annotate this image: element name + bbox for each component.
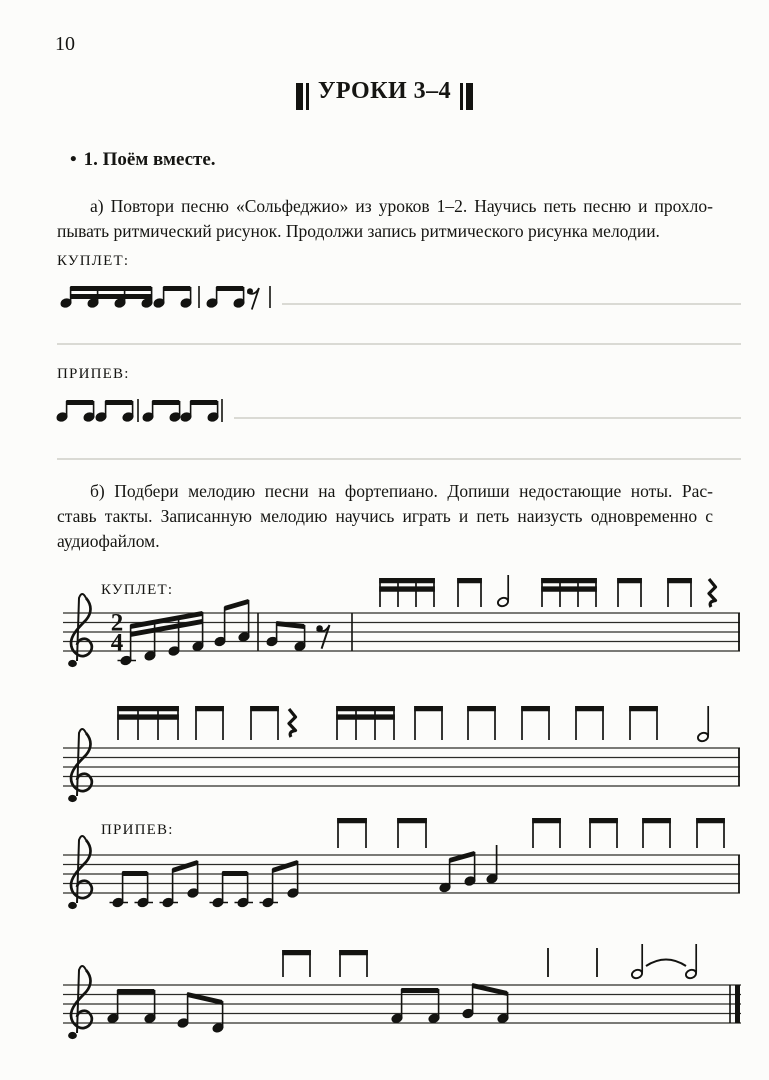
svg-text:4: 4 [110,629,124,657]
chorus-label-rhythm: ПРИПЕВ: [57,366,130,382]
task-b-line-1: б) Подбери мелодию песни на фортепиано. Допиши недостающие ноты. Рас- [90,481,713,501]
task-b-line-2: ставь такты. Записанную мелодию научись играть и петь наизусть одновременно с [57,506,713,526]
lesson-title-text: УРОКИ 3–4 [317,78,452,104]
verse-label-stave: КУПЛЕТ: [101,582,174,598]
task-b-line-3: аудиофайлом. [57,531,160,551]
bullet-icon: • [70,149,77,170]
verse-label-rhythm: КУПЛЕТ: [57,253,130,269]
page-number: 10 [55,33,75,55]
svg-text:2: 2 [110,609,124,637]
section-heading-text: 1. Поём вместе. [83,149,216,170]
task-a-line-2: пывать ритмический рисунок. Продолжи запись ритмического рисунка мелодии. [57,221,660,241]
chorus-label-stave: ПРИПЕВ: [101,822,174,838]
task-a-line-1: а) Повтори песню «Сольфеджио» из уроков 1–2. Научись петь песню и прохло- [90,196,713,216]
